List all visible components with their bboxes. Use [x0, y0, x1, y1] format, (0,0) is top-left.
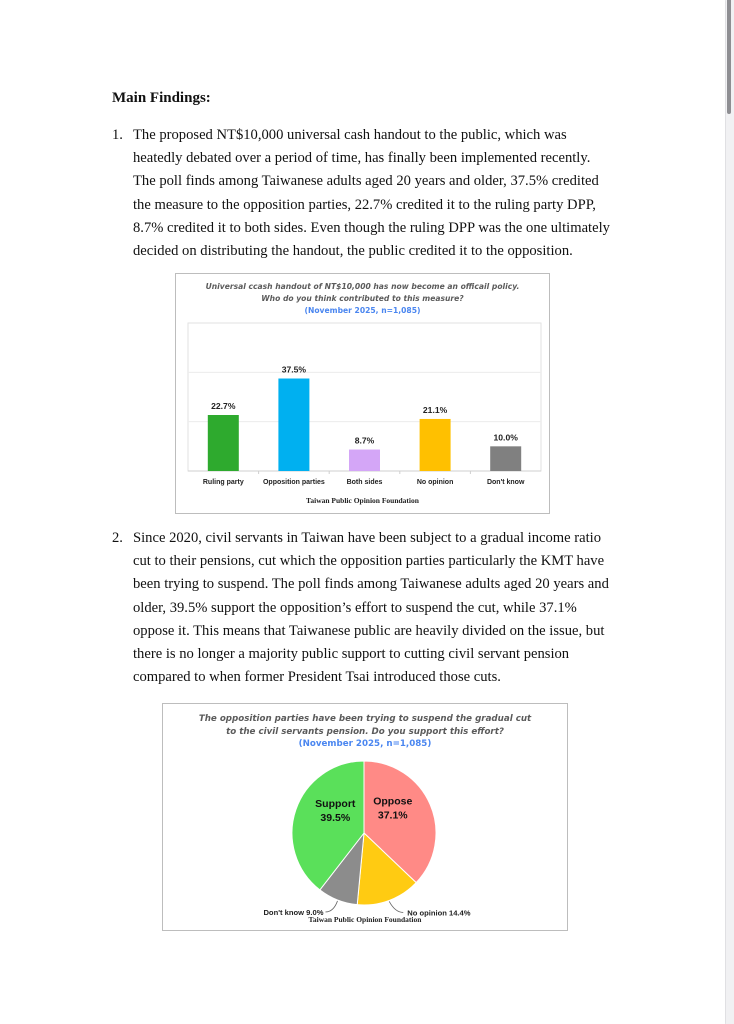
x-tick-label: No opinion	[416, 479, 454, 486]
chart-subtitle: (November 2025, n=1,085)	[298, 739, 432, 749]
item-text	[133, 124, 622, 263]
x-tick-label: Opposition parties	[262, 479, 325, 486]
text-line: decided on distributing the handout, the public credited it to the opposition.	[133, 243, 573, 260]
text-line: heatedly debated over a period of time, has finally been implemented recently.	[133, 150, 591, 167]
x-tick-label: Both sides	[346, 479, 383, 486]
x-tick-label: Ruling party	[202, 479, 244, 486]
leader-line	[389, 901, 403, 912]
pie-chart-plot	[163, 704, 567, 930]
bar-value-label: 10.0%	[493, 432, 518, 443]
bar	[490, 446, 521, 471]
chart-subtitle: (November 2025, n=1,085)	[304, 306, 421, 315]
vertical-scrollbar[interactable]	[726, 0, 734, 1024]
text-line: compared to when former President Tsai introduced those cuts.	[133, 669, 501, 686]
slice-label: Support	[315, 797, 356, 810]
text-line: Since 2020, civil servants in Taiwan have been subject to a gradual income ratio	[133, 530, 601, 546]
plot-area	[188, 323, 541, 471]
bar-chart	[175, 273, 550, 514]
item-number: 1.	[112, 127, 123, 143]
text-line: The proposed NT$10,000 universal cash handout to the public, which was	[133, 127, 567, 143]
chart-title-line: The opposition parties have been trying to suspend the gradual cut	[198, 714, 532, 724]
x-tick-label: Don't know	[486, 479, 525, 486]
bar	[208, 415, 239, 471]
bar	[349, 450, 380, 471]
slice-outside-label: No opinion 14.4%	[407, 908, 471, 918]
item-text	[133, 527, 622, 689]
bar	[420, 419, 451, 471]
text-line: there is no longer a majority public support to cutting civil servant pension	[133, 646, 570, 663]
slice-outside-label: Don't know 9.0%	[263, 907, 324, 917]
text-line: The poll finds among Taiwanese adults aged 20 years and older, 37.5% credited	[133, 173, 599, 190]
chart-source: Taiwan Public Opinion Foundation	[308, 915, 422, 924]
finding-item-2	[112, 527, 622, 689]
bar-value-label: 8.7%	[354, 435, 375, 446]
text-line: oppose it. This means that Taiwanese public are heavily divided on the issue, but	[133, 622, 605, 639]
text-line: the measure to the opposition parties, 22.7% credited it to the ruling party DPP,	[133, 196, 596, 213]
leader-line	[325, 901, 337, 912]
section-heading: Main Findings:	[112, 90, 211, 106]
slice-label: Oppose	[373, 795, 413, 808]
chart-title-line: Universal ccash handout of NT$10,000 has now become an officail policy.	[205, 282, 520, 291]
item-number: 2.	[112, 530, 123, 546]
pie-chart	[162, 703, 568, 931]
bar-value-label: 21.1%	[422, 404, 448, 415]
bar-value-label: 37.5%	[281, 364, 307, 375]
slice-value-label: 39.5%	[320, 811, 351, 824]
finding-item-1	[112, 124, 622, 263]
chart-source: Taiwan Public Opinion Foundation	[306, 496, 419, 505]
text-line: been trying to suspend. The poll finds among Taiwanese adults aged 20 years and	[133, 576, 609, 593]
text-line: 8.7% credited it to both sides. Even though the ruling DPP was the one ultimately	[133, 219, 610, 236]
chart-title-line: Who do you think contributed to this measure?	[261, 293, 464, 303]
scrollbar-thumb[interactable]	[727, 0, 731, 114]
bar-chart-plot	[176, 274, 549, 513]
bar	[278, 379, 309, 472]
text-line: older, 39.5% support the opposition’s effort to suspend the cut, while 37.1%	[133, 599, 577, 616]
bar-value-label: 22.7%	[211, 401, 236, 412]
text-line: cut to their pensions, cut which the opposition parties particularly the KMT have	[133, 553, 605, 570]
slice-value-label: 37.1%	[377, 809, 408, 822]
chart-title-line: to the civil servants pension. Do you support this effort?	[226, 726, 504, 737]
